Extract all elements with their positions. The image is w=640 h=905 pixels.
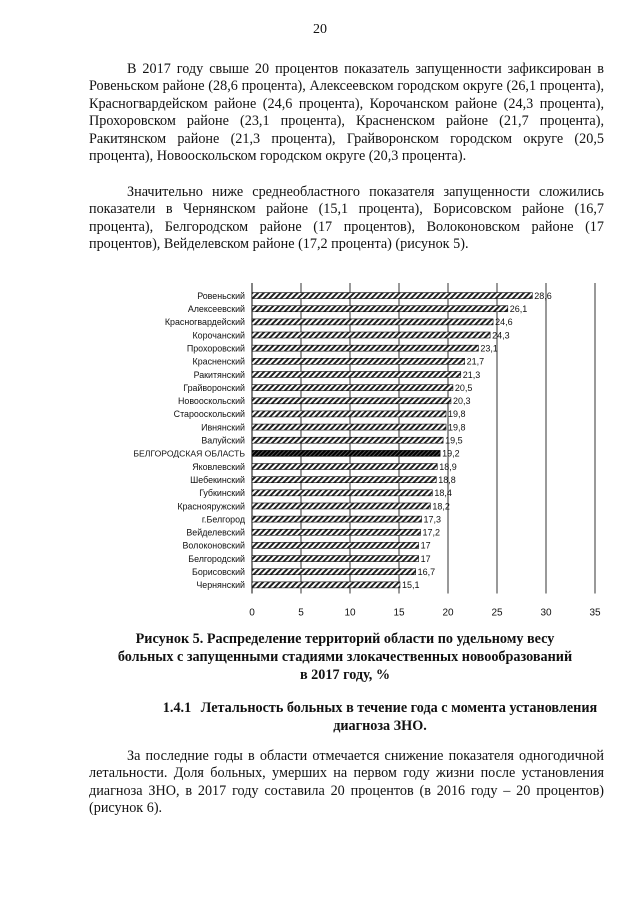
value-label: 18,4	[434, 488, 452, 499]
category-label: Белгородский	[188, 553, 245, 564]
caption-line: в 2017 году, %	[299, 667, 391, 683]
x-tick-label: 35	[589, 607, 601, 619]
bar	[252, 450, 440, 456]
category-label: БЕЛГОРОДСКАЯ ОБЛАСТЬ	[133, 448, 245, 459]
bar	[252, 464, 437, 470]
value-label: 20,3	[452, 396, 471, 407]
value-label: 18,9	[439, 461, 457, 472]
bar	[252, 582, 400, 588]
bar	[252, 529, 421, 535]
category-label: Красногвардейский	[164, 317, 245, 328]
category-label: Ракитянский	[193, 369, 245, 380]
x-tick-label: 30	[540, 607, 552, 619]
bar	[252, 398, 451, 404]
bar	[252, 385, 453, 391]
value-label: 21,3	[462, 369, 481, 380]
bar	[252, 556, 419, 562]
category-label: Яковлевский	[192, 461, 245, 472]
category-label: Вейделевский	[186, 527, 245, 538]
bar	[252, 319, 493, 325]
value-label: 15,1	[401, 580, 420, 591]
value-label: 17	[420, 553, 431, 564]
value-label: 18,2	[432, 501, 450, 512]
value-label: 21,7	[466, 356, 485, 367]
bar	[252, 293, 532, 299]
bar	[252, 371, 461, 377]
paragraph-high-rates: В 2017 году свыше 20 процентов показатель запущенности зафиксирован в Ровеньском районе (28,6 процента), Алексеевском городском округе (26,1 процента), Красногвардейском районе (24,6 процента), Корочанском районе (24,3 процента), Прохоровском районе (23,1 процента), Красненском районе (21,7 процента), Ракитянском районе (21,3 процента), Грайворонском городском округе (20,5 процента), Новооскольском городском округе (20,3 процента).	[89, 61, 604, 165]
x-tick-label: 15	[393, 607, 405, 619]
value-label: 17,3	[423, 514, 442, 525]
category-label: Корочанский	[192, 330, 245, 341]
paragraph-mortality: За последние годы в области отмечается снижение показателя одногодичной летальности. Доля больных, умерших на первом году жизни после установления диагноза ЗНО, в 2017 году составила 20 процентов (в 2016 году – 20 процентов) (рисунок 6).	[89, 748, 604, 817]
caption-line: больных с запущенными стадиями злокачественных новообразований	[117, 649, 573, 665]
bar-chart	[0, 278, 640, 619]
caption-line: Рисунок 5. Распределение территорий области по удельному весу	[135, 631, 555, 647]
bar	[252, 542, 419, 548]
x-tick-label: 5	[298, 607, 304, 619]
category-label: Новооскольский	[177, 396, 245, 407]
category-label: Красненский	[192, 356, 245, 367]
x-tick-label: 20	[442, 607, 454, 619]
bar	[252, 477, 436, 483]
value-label: 20,5	[454, 382, 473, 393]
bar	[252, 490, 432, 496]
category-label: Краснояружский	[177, 501, 245, 512]
category-label: Губкинский	[199, 488, 245, 499]
value-label: 19,8	[448, 409, 466, 420]
category-label: Алексеевский	[187, 304, 245, 315]
value-label: 24,6	[495, 317, 513, 328]
bar	[252, 358, 465, 364]
category-label: Грайворонский	[183, 382, 245, 393]
bar	[252, 516, 422, 522]
bar	[252, 411, 446, 417]
category-label: Ровеньский	[197, 290, 245, 301]
value-label: 18,8	[438, 474, 456, 485]
value-label: 23,1	[480, 343, 498, 354]
category-label: Борисовский	[192, 567, 245, 578]
bar-chart-figure	[0, 278, 640, 619]
paragraph-low-rates: Значительно ниже среднеобластного показателя запущенности сложились показатели в Чернянском районе (15,1 процента), Борисовском районе (16,7 процента), Белгородском районе (17 процентов), Волоконовском районе (17 процентов), Вейделевском районе (17,2 процента) (рисунок 5).	[89, 184, 604, 253]
section-title-cont: диагноза ЗНО.	[333, 718, 427, 734]
section-heading	[150, 699, 610, 735]
figure-caption	[90, 630, 600, 684]
category-label: Чернянский	[196, 580, 245, 591]
category-label: Волоконовский	[182, 540, 245, 551]
value-label: 19,8	[448, 422, 466, 433]
bar	[252, 424, 446, 430]
value-label: 17,2	[422, 527, 441, 538]
value-label: 19,2	[442, 448, 460, 459]
category-label: г.Белгород	[201, 514, 245, 525]
bar	[252, 569, 416, 575]
value-label: 28,6	[534, 290, 552, 301]
bar	[252, 332, 490, 338]
section-number: 1.4.1	[162, 700, 192, 716]
bar	[252, 345, 478, 351]
bar	[252, 306, 508, 312]
x-tick-label: 25	[491, 607, 503, 619]
bar	[252, 503, 430, 509]
value-label: 17	[420, 540, 431, 551]
category-label: Ивнянский	[201, 422, 245, 433]
page-number: 20	[313, 22, 327, 37]
x-tick-label: 0	[249, 607, 255, 619]
category-label: Прохоровский	[186, 343, 245, 354]
value-label: 24,3	[492, 330, 510, 341]
x-tick-label: 10	[344, 607, 356, 619]
value-label: 26,1	[509, 304, 528, 315]
category-label: Валуйский	[201, 435, 245, 446]
category-label: Шебекинский	[190, 474, 245, 485]
value-label: 19,5	[445, 435, 463, 446]
category-label: Старооскольский	[173, 409, 245, 420]
section-title: Летальность больных в течение года с момента установления	[200, 700, 598, 716]
bar	[252, 437, 443, 443]
value-label: 16,7	[417, 567, 436, 578]
